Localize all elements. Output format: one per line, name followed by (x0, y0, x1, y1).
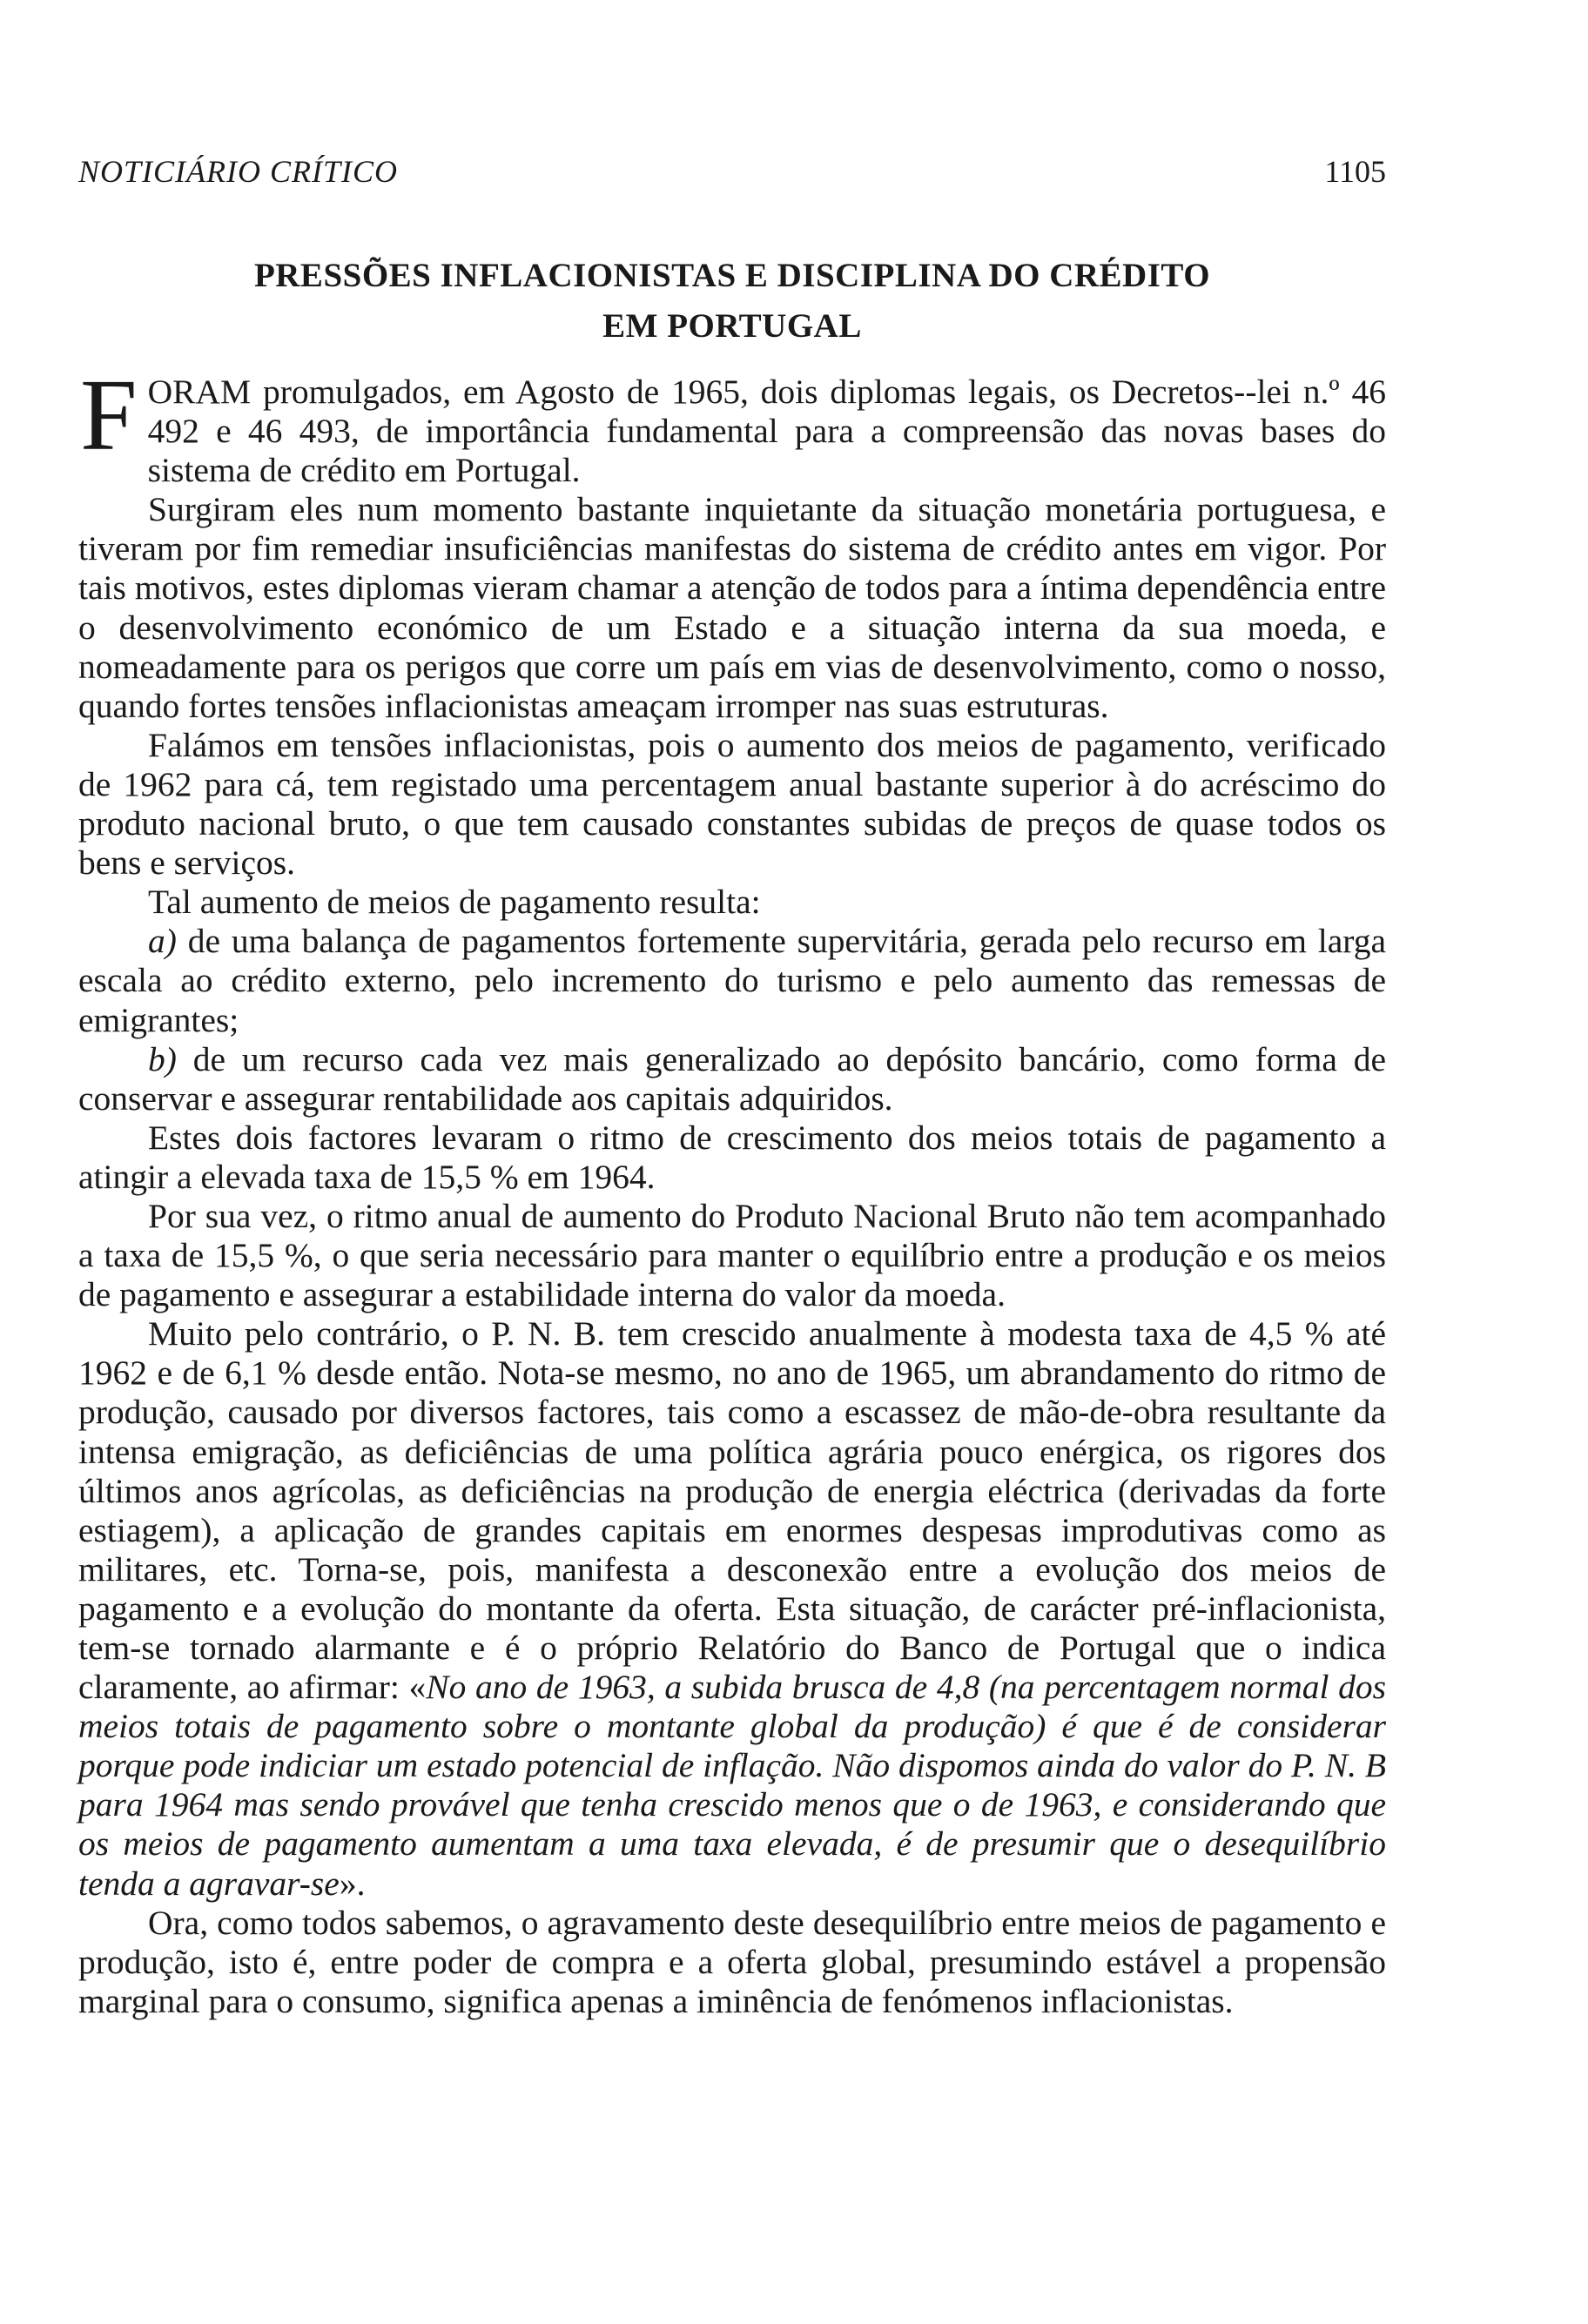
list-item-b-label: b) (148, 1039, 177, 1078)
list-item-b-text: de um recurso cada vez mais generalizado ao depósito bancário, como forma de conservar e assegurar rentabilidade aos capitais adquiridos. (78, 1039, 1386, 1118)
report-quotation: No ano de 1963, a subida brusca de 4,8 (na percentagem normal dos meios totais de pagamento sobre o montante global da produção) é que é de considerar porque pode indiciar um estado potencial de inflação. Não dispomos ainda do valor do P. N. B para 1964 mas sendo provável que tenha crescido menos que o de 1963, e considerando que os meios de pagamento aumentam a uma taxa elevada, é de presumir que o desequilíbrio tenda a agravar-se (78, 1668, 1387, 1903)
paragraph-9 (78, 1314, 1386, 1903)
list-item-a (78, 922, 1386, 1039)
article-title-line-2: EM PORTUGAL (602, 307, 862, 345)
paragraph-2: Surgiram eles num momento bastante inquietante da situação monetária portuguesa, e tiveram por fim remediar insuficiências manifestas do sistema de crédito antes em vigor. Por tais motivos, estes diplomas vieram chamar a atenção de todos para a íntima dependência entre o desenvolvimento económico de um Estado e a situação interna da sua moeda, e nomeadamente para os perigos que corre um país em vias de desenvolvimento, como o nosso, quando fortes tensões inflacionistas ameaçam irromper nas suas estruturas. (78, 490, 1386, 725)
list-item-a-label: a) (148, 922, 177, 961)
paragraph-4: Tal aumento de meios de pagamento resulta: (148, 883, 761, 922)
paragraph-7: Estes dois factores levaram o ritmo de crescimento dos meios totais de pagamento a atingir a elevada taxa de 15,5 % em 1964. (78, 1118, 1386, 1196)
running-title: NOTICIÁRIO CRÍTICO (78, 154, 398, 189)
paragraph-3: Falámos em tensões inflacionistas, pois o aumento dos meios de pagamento, verificado de 1962 para cá, tem registado uma percentagem anual bastante superior à do acréscimo do produto nacional bruto, o que tem causado constantes subidas de preços de quase todos os bens e serviços. (78, 725, 1386, 883)
drop-cap: F (80, 358, 138, 472)
list-item-b (78, 1040, 1386, 1118)
quotation-close: ». (339, 1864, 366, 1903)
paragraph-10: Ora, como todos sabemos, o agravamento deste desequilíbrio entre meios de pagamento e produção, isto é, entre poder de compra e a oferta global, presumindo estável a propensão marginal para o consumo, significa apenas a iminência de fenómenos inflacionistas. (78, 1903, 1386, 2020)
paragraph-9-text: Muito pelo contrário, o P. N. B. tem crescido anualmente à modesta taxa de 4,5 % até 1962 e de 6,1 % desde então. Nota-se mesmo, no ano de 1965, um abrandamento do ritmo de produção, causado por diversos factores, tais como a escassez de mão-de-obra resultante da intensa emigração, as deficiências de uma política agrária pouco enérgica, os rigores dos últimos anos agrícolas, as deficiências na produção de energia eléctrica (derivadas da forte estiagem), a aplicação de grandes capitais em enormes despesas improdutivas como as militares, etc. Torna-se, pois, manifesta a desconexão entre a evolução dos meios de pagamento e a evolução do montante da oferta. Esta situação, de carácter pré-inflacionista, tem-se tornado alarmante e é o próprio Relatório do Banco de Portugal que o indica claramente, ao afirmar: « (78, 1314, 1386, 1707)
paragraph-8: Por sua vez, o ritmo anual de aumento do Produto Nacional Bruto não tem acompanhado a taxa de 15,5 %, o que seria necessário para manter o equilíbrio entre a produção e os meios de pagamento e assegurar a estabilidade interna do valor da moeda. (78, 1196, 1386, 1314)
article-title-line-1: PRESSÕES INFLACIONISTAS E DISCIPLINA DO CRÉDITO (253, 257, 1211, 294)
page-number: 1105 (1324, 154, 1386, 189)
paragraph-1 (78, 358, 1386, 490)
paragraph-1-text: ORAM promulgados, em Agosto de 1965, dois diplomas legais, os Decretos--lei n.º 46 492 e 46 493, de importância fundamental para a compreensão das novas bases do sistema de crédito em Portugal. (147, 373, 1386, 490)
article-body (78, 358, 1387, 2021)
list-item-a-text: de uma balança de pagamentos fortemente supervitária, gerada pelo recurso em larga escala ao crédito externo, pelo incremento do turismo e pelo aumento das remessas de emigrantes; (78, 922, 1386, 1039)
running-head (78, 153, 1386, 191)
article-title (78, 251, 1386, 352)
